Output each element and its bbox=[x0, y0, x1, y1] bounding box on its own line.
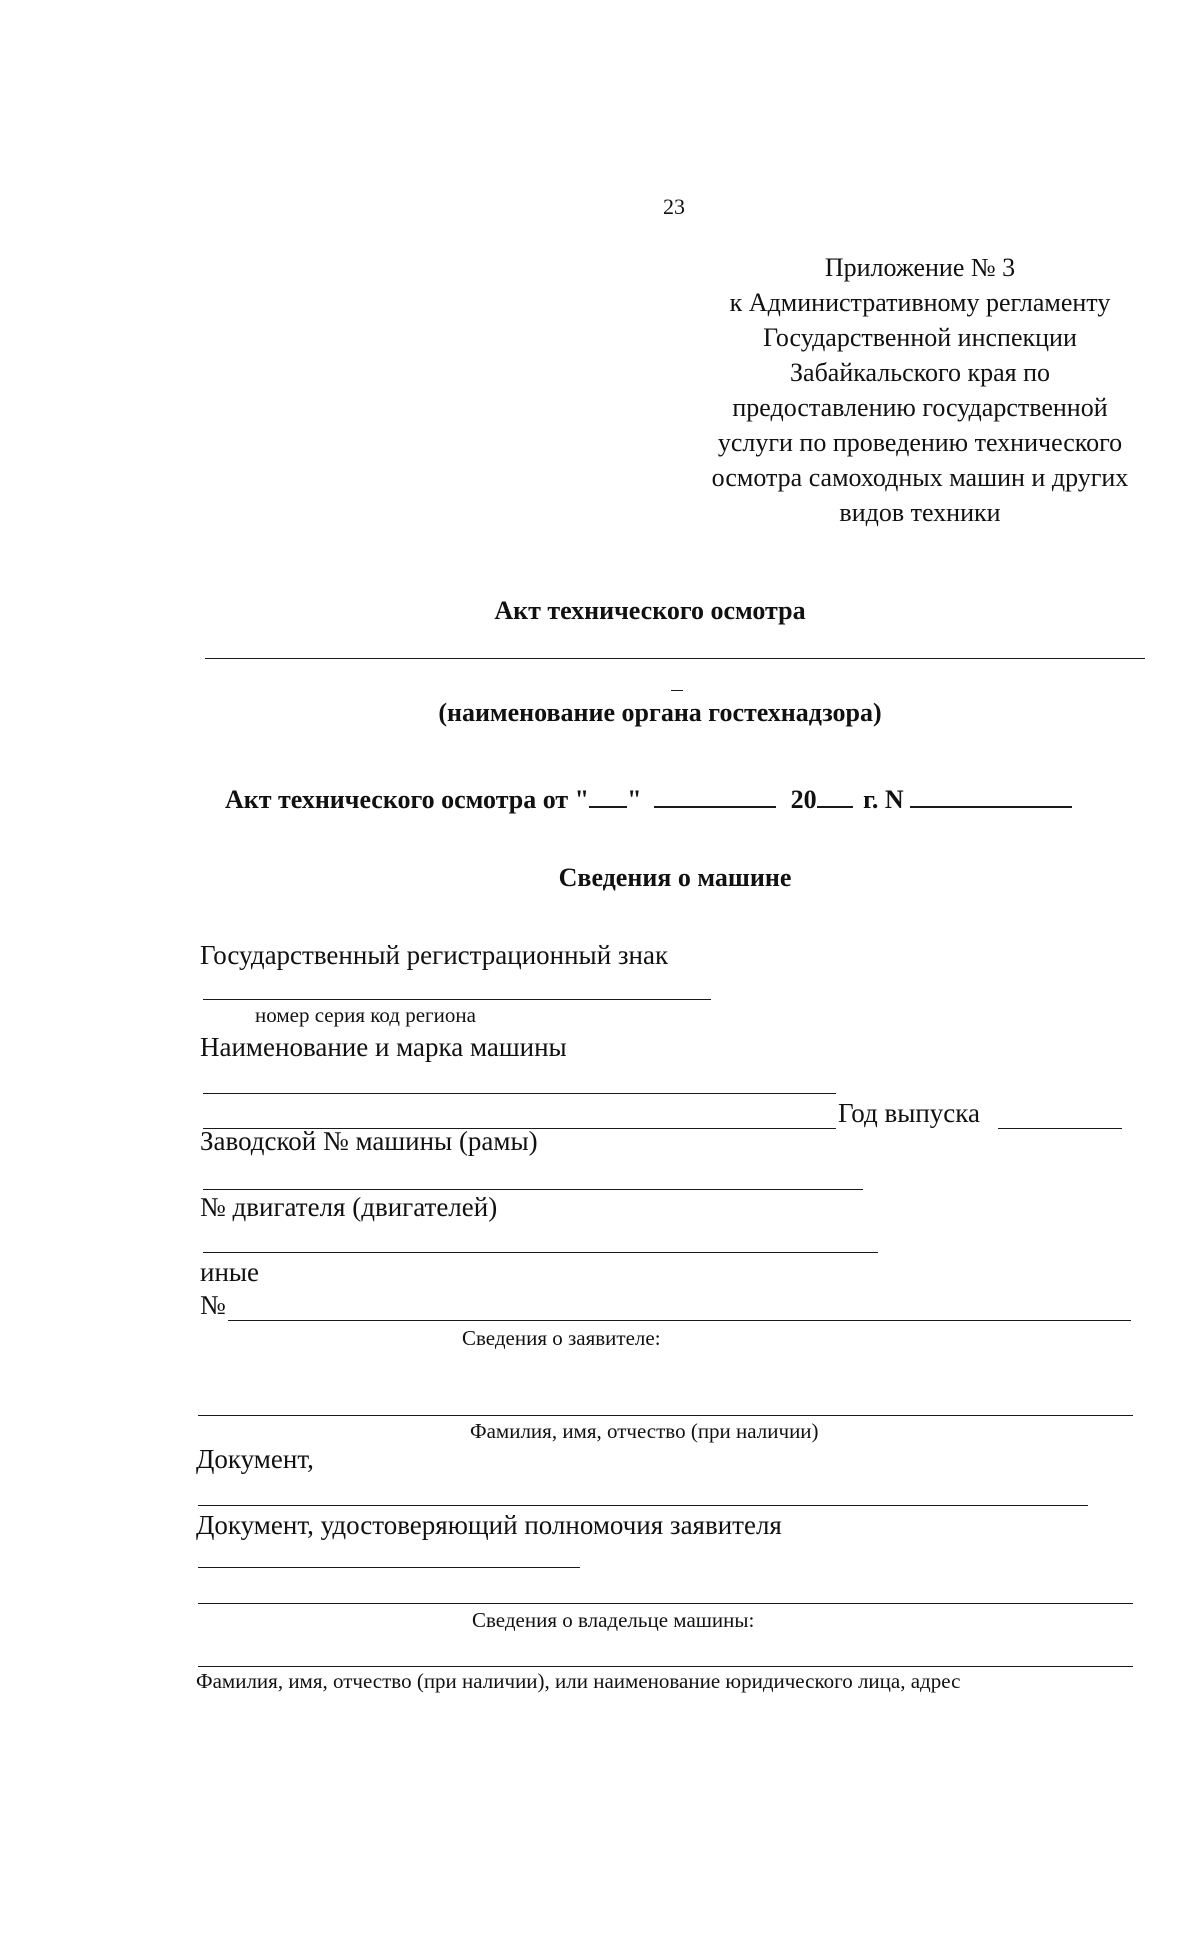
applicant-fio-hint: Фамилия, имя, отчество (при наличии) bbox=[470, 1419, 819, 1443]
serial-label: Заводской № машины (рамы) bbox=[200, 1126, 538, 1156]
act-number-label: г. N bbox=[863, 785, 904, 814]
act-year-field[interactable] bbox=[817, 784, 853, 808]
applicant-heading: Сведения о заявителе: bbox=[462, 1326, 661, 1350]
appendix-line: к Административному регламенту bbox=[729, 288, 1111, 317]
other-no-field[interactable] bbox=[228, 1320, 1131, 1321]
appendix-header bbox=[670, 250, 1170, 530]
document-field[interactable] bbox=[198, 1505, 1088, 1506]
machine-name-label: Наименование и марка машины bbox=[200, 1032, 567, 1062]
authority-doc-label: Документ, удостоверяющий полномочия заявителя bbox=[196, 1510, 782, 1540]
appendix-line: видов техники bbox=[839, 498, 1001, 527]
year-label: Год выпуска bbox=[838, 1098, 980, 1128]
reg-sign-label: Государственный регистрационный знак bbox=[200, 940, 669, 970]
authority-name-dash bbox=[671, 690, 683, 691]
appendix-line: осмотра самоходных машин и других bbox=[711, 463, 1129, 492]
reg-sign-hint: номер серия код региона bbox=[255, 1003, 476, 1027]
page-number: 23 bbox=[663, 194, 685, 219]
act-year-prefix: 20 bbox=[790, 785, 817, 814]
appendix-line: Забайкальского края по bbox=[790, 358, 1050, 387]
document-label: Документ, bbox=[196, 1444, 314, 1474]
authority-name-line[interactable] bbox=[205, 658, 1145, 659]
machine-name-field-1[interactable] bbox=[203, 1093, 836, 1094]
reg-sign-field[interactable] bbox=[203, 999, 711, 1000]
act-quote-close: " bbox=[627, 785, 642, 814]
applicant-fio-field[interactable] bbox=[198, 1415, 1133, 1416]
act-line bbox=[225, 784, 1072, 813]
appendix-line: предоставлению государственной bbox=[732, 393, 1108, 422]
engine-field[interactable] bbox=[203, 1252, 878, 1253]
act-line-prefix: Акт технического осмотра от " bbox=[225, 785, 590, 814]
document-title: Акт технического осмотра bbox=[494, 596, 806, 625]
appendix-line: Приложение № 3 bbox=[824, 253, 1016, 282]
year-field[interactable] bbox=[998, 1128, 1122, 1129]
owner-fio-field[interactable] bbox=[198, 1666, 1133, 1667]
owner-heading: Сведения о владельце машины: bbox=[472, 1608, 755, 1632]
act-day-field[interactable] bbox=[589, 784, 627, 808]
appendix-line: услуги по проведению технического bbox=[717, 428, 1123, 457]
authority-doc-field-2[interactable] bbox=[198, 1603, 1133, 1604]
engine-label: № двигателя (двигателей) bbox=[200, 1192, 498, 1222]
act-month-field[interactable] bbox=[654, 784, 776, 808]
owner-fio-hint: Фамилия, имя, отчество (при наличии), или наименование юридического лица, адрес bbox=[196, 1669, 961, 1693]
authority-doc-field-1[interactable] bbox=[198, 1567, 580, 1568]
serial-field[interactable] bbox=[203, 1189, 863, 1190]
other-no-label: № bbox=[200, 1290, 226, 1320]
machine-section-heading: Сведения о машине bbox=[558, 863, 792, 892]
other-label: иные bbox=[200, 1257, 260, 1287]
act-number-field[interactable] bbox=[910, 784, 1072, 808]
appendix-line: Государственной инспекции bbox=[763, 323, 1077, 352]
authority-note: (наименование органа гостехнадзора) bbox=[438, 698, 882, 727]
